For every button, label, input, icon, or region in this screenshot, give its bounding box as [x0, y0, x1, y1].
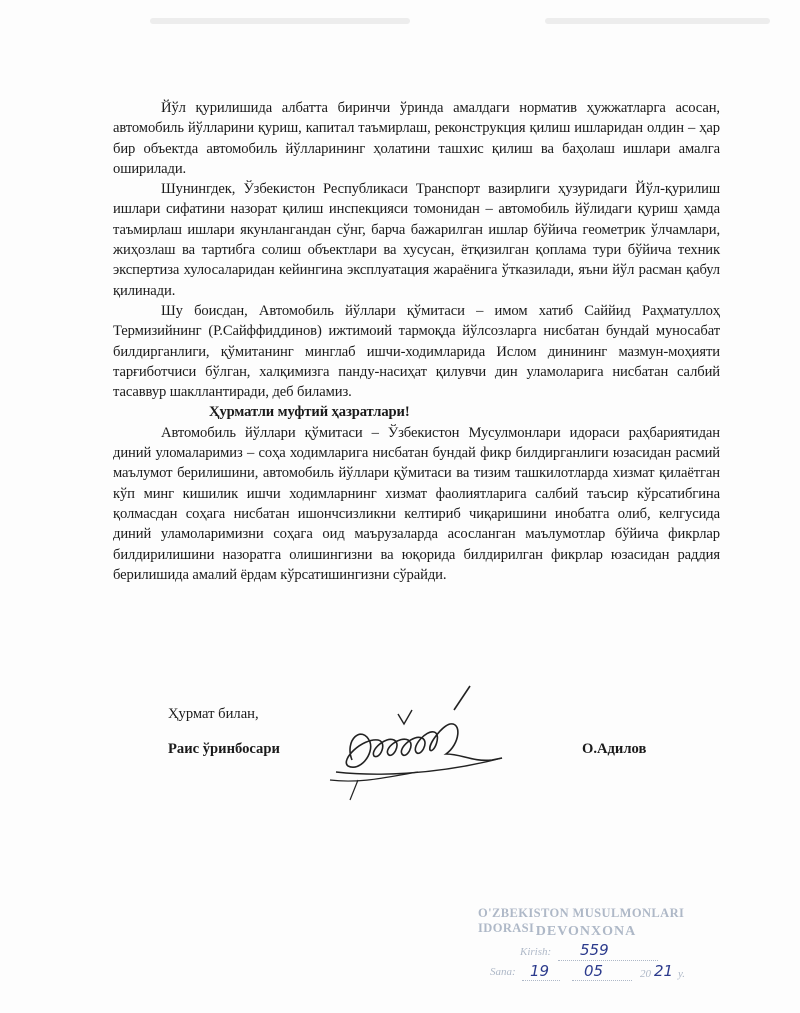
scan-artifact	[150, 18, 410, 24]
registration-stamp	[472, 906, 700, 988]
stamp-organization: O'ZBEKISTON MUSULMONLARI IDORASI	[478, 906, 685, 935]
letter-body	[113, 98, 720, 585]
paragraph-3: Шу боисдан, Автомобиль йўллари қўмитаси – имом хатиб Саййид Раҳматуллоҳ Термизийнинг (Р.Сайффиддинов) ижтимоий тармоқда йўлсозларга нисбатан бундай муносабат билдирганлиги, қўмитанинг минглаб ишчи-ходимларида Ислом динининг мазмун-моҳияти тарғиботчиси бўлган, халқимизга панду-насиҳат қилувчи дин уламоларига нисбатан салбий тасаввур шакллантиради, деб биламиз.	[113, 302, 720, 401]
closing-phrase: Ҳурмат билан,	[168, 706, 259, 722]
paragraph-1: Йўл қурилишида албатта биринчи ўринда амалдаги норматив ҳужжатларга асосан, автомобиль йўлларини қуриш, капитал таъмирлаш, реконструкция қилиш ишларидан олдин – ҳар бир объектда автомобиль йўлларининг ҳолатини ташхис қилиш ва баҳолаш ишлари амалга оширилади.	[113, 100, 720, 177]
stamp-month: 05	[584, 962, 604, 980]
stamp-office: DEVONXONA	[535, 924, 637, 939]
stamp-sana-label: Sana:	[490, 966, 516, 978]
stamp-year-unit: y.	[678, 968, 686, 980]
stamp-month-line	[572, 980, 632, 981]
stamp-day: 19	[530, 962, 550, 980]
signer-name: О.Адилов	[582, 741, 647, 757]
stamp-day-line	[522, 980, 560, 981]
stamp-year-suffix: 21	[654, 962, 674, 980]
request-paragraph: Автомобиль йўллари қўмитаси – Ўзбекистон Мусулмонлари идораси раҳбариятидан диний уломаларимиз – соҳа ходимларига нисбатан бундай фикр билдирганлиги юзасидан расмий маълумот берилишини, автомобиль йўллари қўмитаси ва тизим ташкилотларда хизмат қилаётган кўп минг кишилик ишчи ходимларнинг хизмат фаолиятларига салбий таъсир кўрсатибгина қолмасдан соҳага нисбатан ишончсизликни келтириб чиқаришини инобатга олиб, келгусида диний уламоларимизни соҳага оид маърузаларда асосланган маълумотлар бўйича фикрлар билдирилишини назоратга олишингизни ва юқорида билдирилган фикрлар юзасидан раддия берилишида амалий ёрдам кўрсатишингизни сўрайди.	[113, 424, 720, 583]
paragraph-2: Шунингдек, Ўзбекистон Республикаси Транспорт вазирлиги ҳузуридаги Йўл-қурилиш ишлари сифатини назорат қилиш инспекцияси томонидан – автомобиль йўлидаги қуриш ҳамда таъмирлаш ишлари якунлангандан сўнг, барча бажарилган ишлар бўйича геометрик ўлчамлари, жиҳозлаш ва тартибга солиш объектлари ва хусусан, ётқизилган қоплама тури бўйича техник экспертиза хулосаларидан кейингина эксплуатация жараёнига ўтказилади, яъни йўл расман қабул қилинади.	[113, 181, 720, 299]
signer-role: Раис ўринбосари	[168, 741, 280, 757]
stamp-kirish-label: Kirish:	[520, 946, 552, 958]
stamp-year-prefix: 20	[640, 968, 651, 980]
stamp-kirish-line	[558, 960, 658, 961]
salutation: Ҳурматли муфтий ҳазратлари!	[209, 404, 410, 421]
stamp-kirish-number: 559	[580, 941, 609, 959]
scan-artifact	[545, 18, 770, 24]
handwritten-signature	[322, 680, 532, 810]
